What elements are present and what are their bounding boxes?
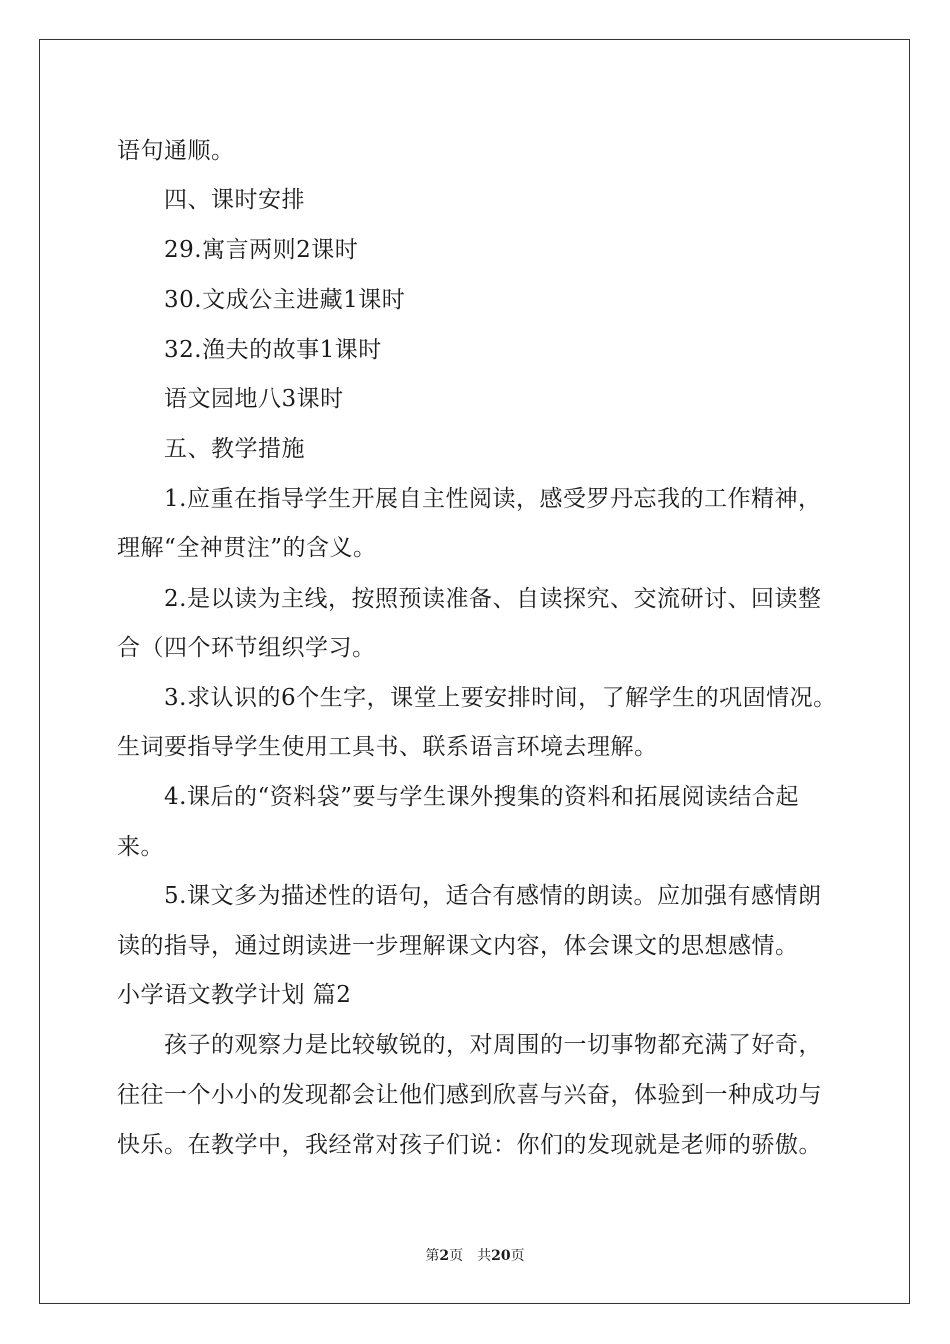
list-item: 语文园地八3课时: [164, 386, 344, 412]
footer-total-prefix: 共: [477, 1248, 492, 1264]
list-item: 29.寓言两则2课时: [164, 237, 359, 263]
text-line: 生词要指导学生使用工具书、联系语言环境去理解。: [117, 734, 658, 760]
section-heading: 四、课时安排: [164, 187, 305, 213]
text-line: 理解“全神贯注”的含义。: [117, 535, 377, 561]
page-border: [39, 39, 910, 1304]
text-line: 快乐。在教学中，我经常对孩子们说：你们的发现就是老师的骄傲。: [117, 1132, 822, 1158]
list-item: 32.渔夫的故事1课时: [164, 337, 382, 363]
footer-total-suffix: 页: [510, 1248, 525, 1264]
text-line: 来。: [117, 834, 164, 860]
footer-page-prefix: 第: [425, 1248, 440, 1264]
footer-page-suffix: 页: [449, 1248, 464, 1264]
footer-total-pages: 20: [491, 1248, 511, 1264]
text-line: 3.求认识的6个生字，课堂上要安排时间，了解学生的巩固情况。: [164, 685, 837, 711]
text-line: 4.课后的“资料袋”要与学生课外搜集的资料和拓展阅读结合起: [164, 784, 799, 810]
list-item: 30.文成公主进藏1课时: [164, 287, 406, 313]
section-heading: 五、教学措施: [164, 436, 305, 462]
page-footer: [0, 1247, 950, 1265]
text-line: 合（四个环节组织学习。: [117, 635, 376, 661]
text-line: 读的指导，通过朗读进一步理解课文内容，体会课文的思想感情。: [117, 933, 799, 959]
text-line: 5.课文多为描述性的语句，适合有感情的朗读。应加强有感情朗: [164, 883, 822, 909]
text-line: 往往一个小小的发现都会让他们感到欣喜与兴奋，体验到一种成功与: [117, 1082, 822, 1108]
text-line: 语句通顺。: [117, 138, 235, 164]
document-heading: 小学语文教学计划 篇2: [117, 982, 352, 1008]
footer-page-number: 2: [439, 1248, 450, 1264]
text-line: 孩子的观察力是比较敏锐的，对周围的一切事物都充满了好奇，: [164, 1032, 822, 1058]
text-line: 1.应重在指导学生开展自主性阅读，感受罗丹忘我的工作精神，: [164, 486, 822, 512]
text-line: 2.是以读为主线，按照预读准备、自读探究、交流研讨、回读整: [164, 586, 822, 612]
